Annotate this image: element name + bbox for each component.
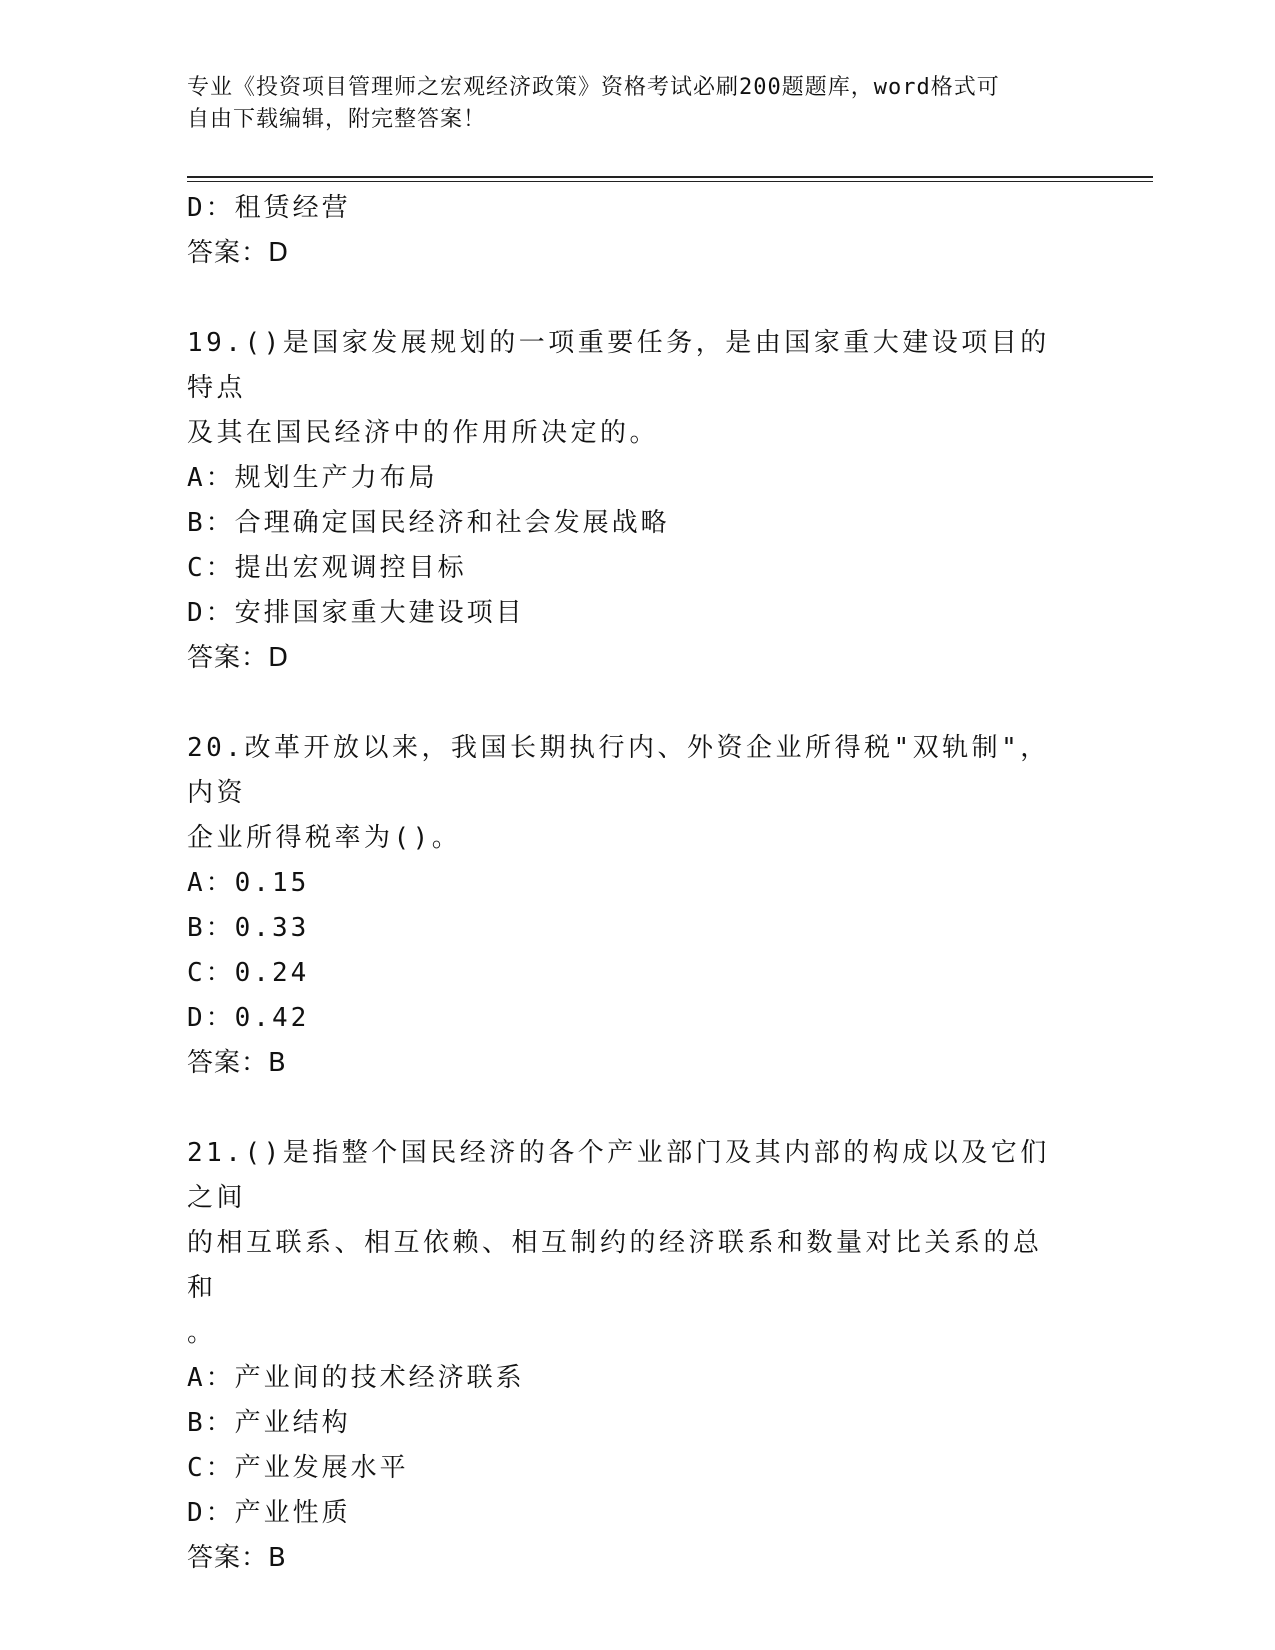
option-c: C：0.24 bbox=[187, 958, 310, 988]
question-block-19 bbox=[187, 321, 1087, 681]
answer-line: 答案：D bbox=[187, 643, 290, 673]
option-b: B：0.33 bbox=[187, 913, 310, 943]
answer-line: 答案：B bbox=[187, 1048, 287, 1078]
option-a: A：0.15 bbox=[187, 868, 310, 898]
question-block-20 bbox=[187, 726, 1087, 1086]
question-block-21 bbox=[187, 1131, 1087, 1581]
option-d: D：0.42 bbox=[187, 1003, 310, 1033]
question-content bbox=[187, 186, 1087, 1581]
spacer bbox=[187, 276, 1087, 321]
question-text-line: 。 bbox=[187, 1318, 217, 1348]
option-a: A：产业间的技术经济联系 bbox=[187, 1363, 525, 1393]
spacer bbox=[187, 681, 1087, 726]
spacer bbox=[187, 1086, 1087, 1131]
answer-line: 答案：B bbox=[187, 1543, 287, 1573]
header-line-2: 自由下载编辑，附完整答案！ bbox=[187, 107, 487, 132]
question-text-line: 21.()是指整个国民经济的各个产业部门及其内部的构成以及它们之间 bbox=[187, 1138, 1050, 1213]
option-b: B：合理确定国民经济和社会发展战略 bbox=[187, 508, 670, 538]
question-text-line: 20.改革开放以来，我国长期执行内、外资企业所得税"双轨制"，内资 bbox=[187, 733, 1050, 808]
option-d: D：安排国家重大建设项目 bbox=[187, 598, 525, 628]
header-divider-thin bbox=[187, 181, 1153, 182]
question-text-line: 的相互联系、相互依赖、相互制约的经济联系和数量对比关系的总和 bbox=[187, 1228, 1043, 1303]
question-text-line: 企业所得税率为()。 bbox=[187, 823, 462, 853]
document-header bbox=[187, 72, 1067, 136]
option-d: D：产业性质 bbox=[187, 1498, 351, 1528]
question-text-line: 及其在国民经济中的作用所决定的。 bbox=[187, 418, 660, 448]
prev-answer: 答案：D bbox=[187, 238, 290, 268]
header-line-1: 专业《投资项目管理师之宏观经济政策》资格考试必刷200题题库，word格式可 bbox=[187, 75, 1000, 100]
option-c: C：提出宏观调控目标 bbox=[187, 553, 467, 583]
prev-option-d: D：租赁经营 bbox=[187, 193, 351, 223]
question-text-line: 19.()是国家发展规划的一项重要任务，是由国家重大建设项目的特点 bbox=[187, 328, 1050, 403]
option-a: A：规划生产力布局 bbox=[187, 463, 438, 493]
option-b: B：产业结构 bbox=[187, 1408, 351, 1438]
option-c: C：产业发展水平 bbox=[187, 1453, 409, 1483]
header-divider bbox=[187, 176, 1153, 178]
